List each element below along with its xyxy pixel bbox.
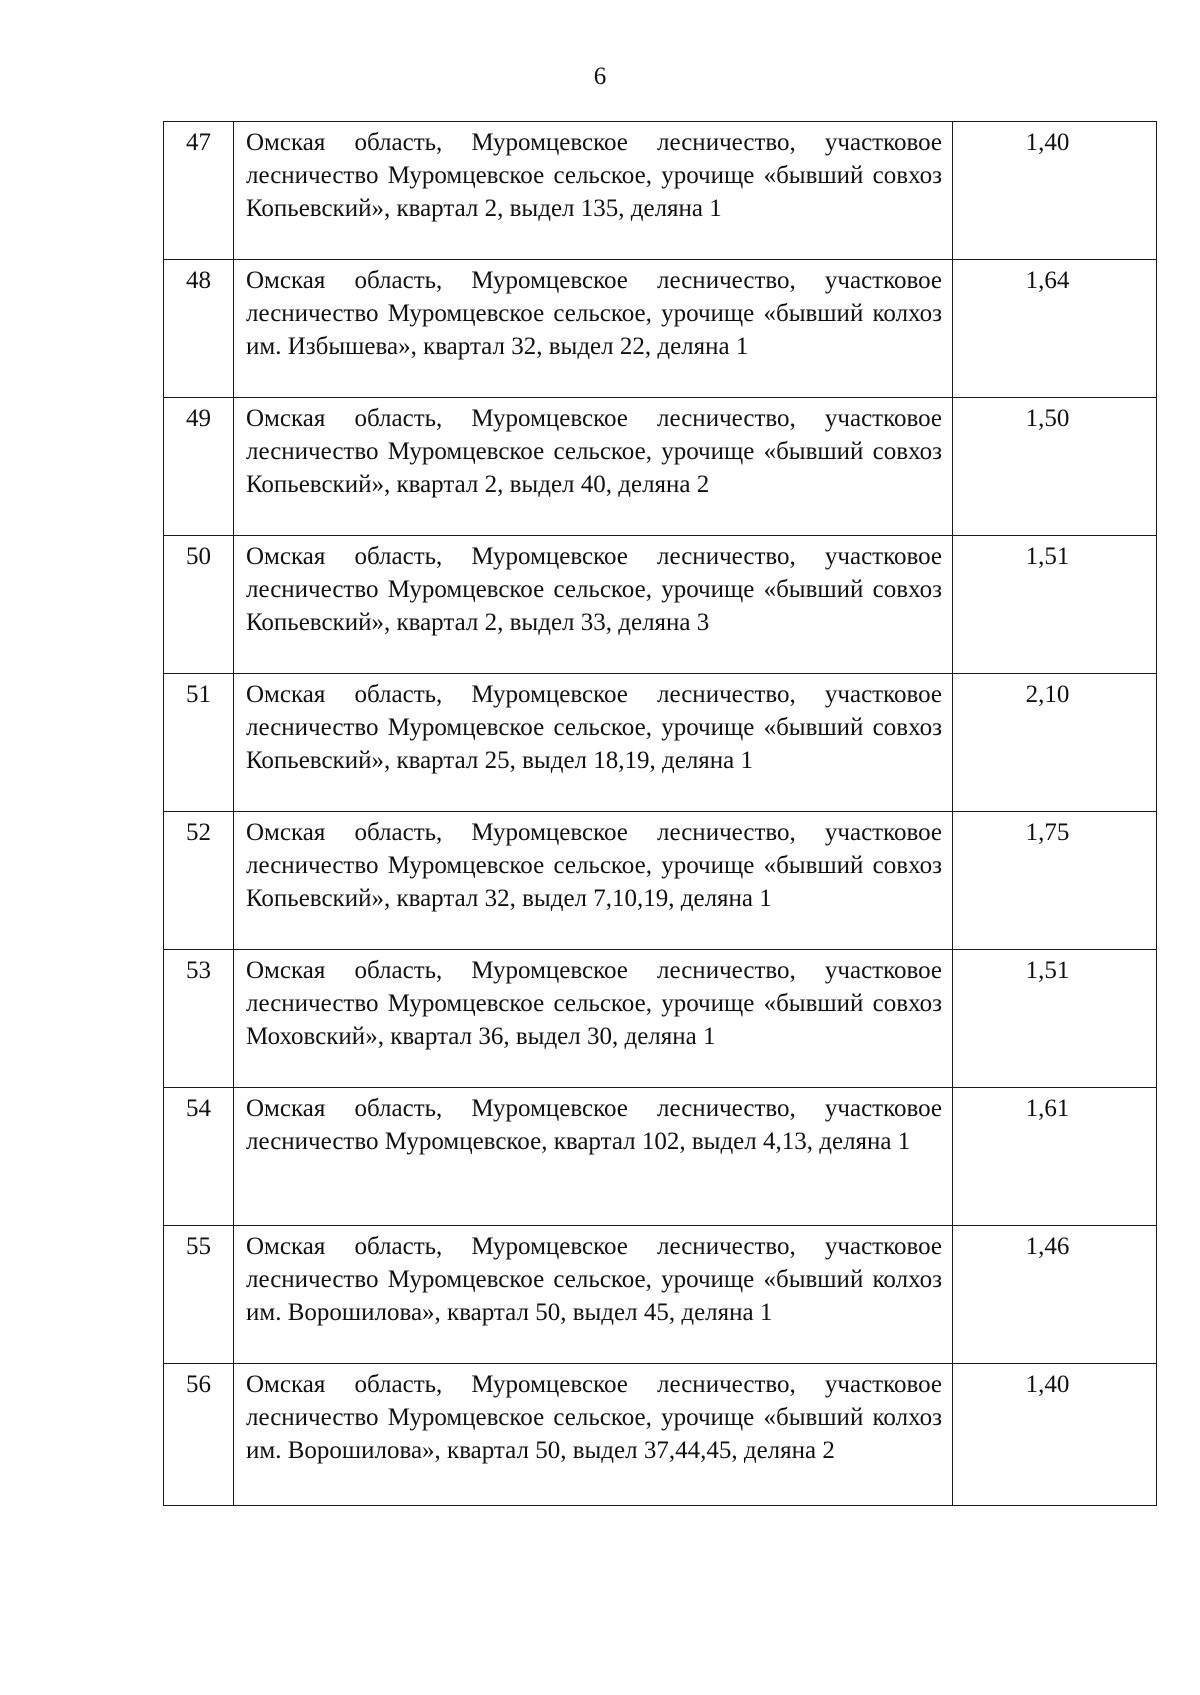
row-number: 53 [164, 950, 234, 1088]
table-row [164, 398, 1157, 536]
area-value: 1,50 [953, 398, 1157, 536]
location-description: Омская область, Муромцевское лесничество, участковое лесничество Муромцевское сельское, урочище «бывший совхоз Копьевский», квартал 2, выдел 33, деляна 3 [234, 536, 953, 674]
row-number: 54 [164, 1088, 234, 1226]
area-value: 1,46 [953, 1226, 1157, 1364]
area-value: 2,10 [953, 674, 1157, 812]
location-description: Омская область, Муромцевское лесничество, участковое лесничество Муромцевское, квартал 102, выдел 4,13, деляна 1 [234, 1088, 953, 1226]
area-value: 1,64 [953, 260, 1157, 398]
location-description: Омская область, Муромцевское лесничество, участковое лесничество Муромцевское сельское, урочище «бывший совхоз Копьевский», квартал 25, выдел 18,19, деляна 1 [234, 674, 953, 812]
row-number: 47 [164, 122, 234, 260]
location-description: Омская область, Муромцевское лесничество, участковое лесничество Муромцевское сельское, урочище «бывший колхоз им. Избышева», квартал 32, выдел 22, деляна 1 [234, 260, 953, 398]
area-value: 1,40 [953, 122, 1157, 260]
location-description: Омская область, Муромцевское лесничество, участковое лесничество Муромцевское сельское, урочище «бывший колхоз им. Ворошилова», квартал 50, выдел 45, деляна 1 [234, 1226, 953, 1364]
table-row [164, 122, 1157, 260]
area-value: 1,61 [953, 1088, 1157, 1226]
location-description: Омская область, Муромцевское лесничество, участковое лесничество Муромцевское сельское, урочище «бывший совхоз Копьевский», квартал 2, выдел 135, деляна 1 [234, 122, 953, 260]
row-number: 56 [164, 1364, 234, 1506]
table-row [164, 1088, 1157, 1226]
forest-plots-table [163, 121, 1157, 1506]
page-number: 6 [593, 63, 607, 90]
area-value: 1,51 [953, 536, 1157, 674]
area-value: 1,75 [953, 812, 1157, 950]
location-description: Омская область, Муромцевское лесничество, участковое лесничество Муромцевское сельское, урочище «бывший совхоз Копьевский», квартал 2, выдел 40, деляна 2 [234, 398, 953, 536]
row-number: 52 [164, 812, 234, 950]
row-number: 51 [164, 674, 234, 812]
table-row [164, 260, 1157, 398]
table-row [164, 1226, 1157, 1364]
location-description: Омская область, Муромцевское лесничество, участковое лесничество Муромцевское сельское, урочище «бывший совхоз Моховский», квартал 36, выдел 30, деляна 1 [234, 950, 953, 1088]
row-number: 50 [164, 536, 234, 674]
area-value: 1,40 [953, 1364, 1157, 1506]
row-number: 49 [164, 398, 234, 536]
row-number: 55 [164, 1226, 234, 1364]
location-description: Омская область, Муромцевское лесничество, участковое лесничество Муромцевское сельское, урочище «бывший колхоз им. Ворошилова», квартал 50, выдел 37,44,45, деляна 2 [234, 1364, 953, 1506]
table-row [164, 812, 1157, 950]
location-description: Омская область, Муромцевское лесничество, участковое лесничество Муромцевское сельское, урочище «бывший совхоз Копьевский», квартал 32, выдел 7,10,19, деляна 1 [234, 812, 953, 950]
row-number: 48 [164, 260, 234, 398]
area-value: 1,51 [953, 950, 1157, 1088]
table-row [164, 950, 1157, 1088]
table-row [164, 674, 1157, 812]
table-row [164, 536, 1157, 674]
table-row [164, 1364, 1157, 1506]
